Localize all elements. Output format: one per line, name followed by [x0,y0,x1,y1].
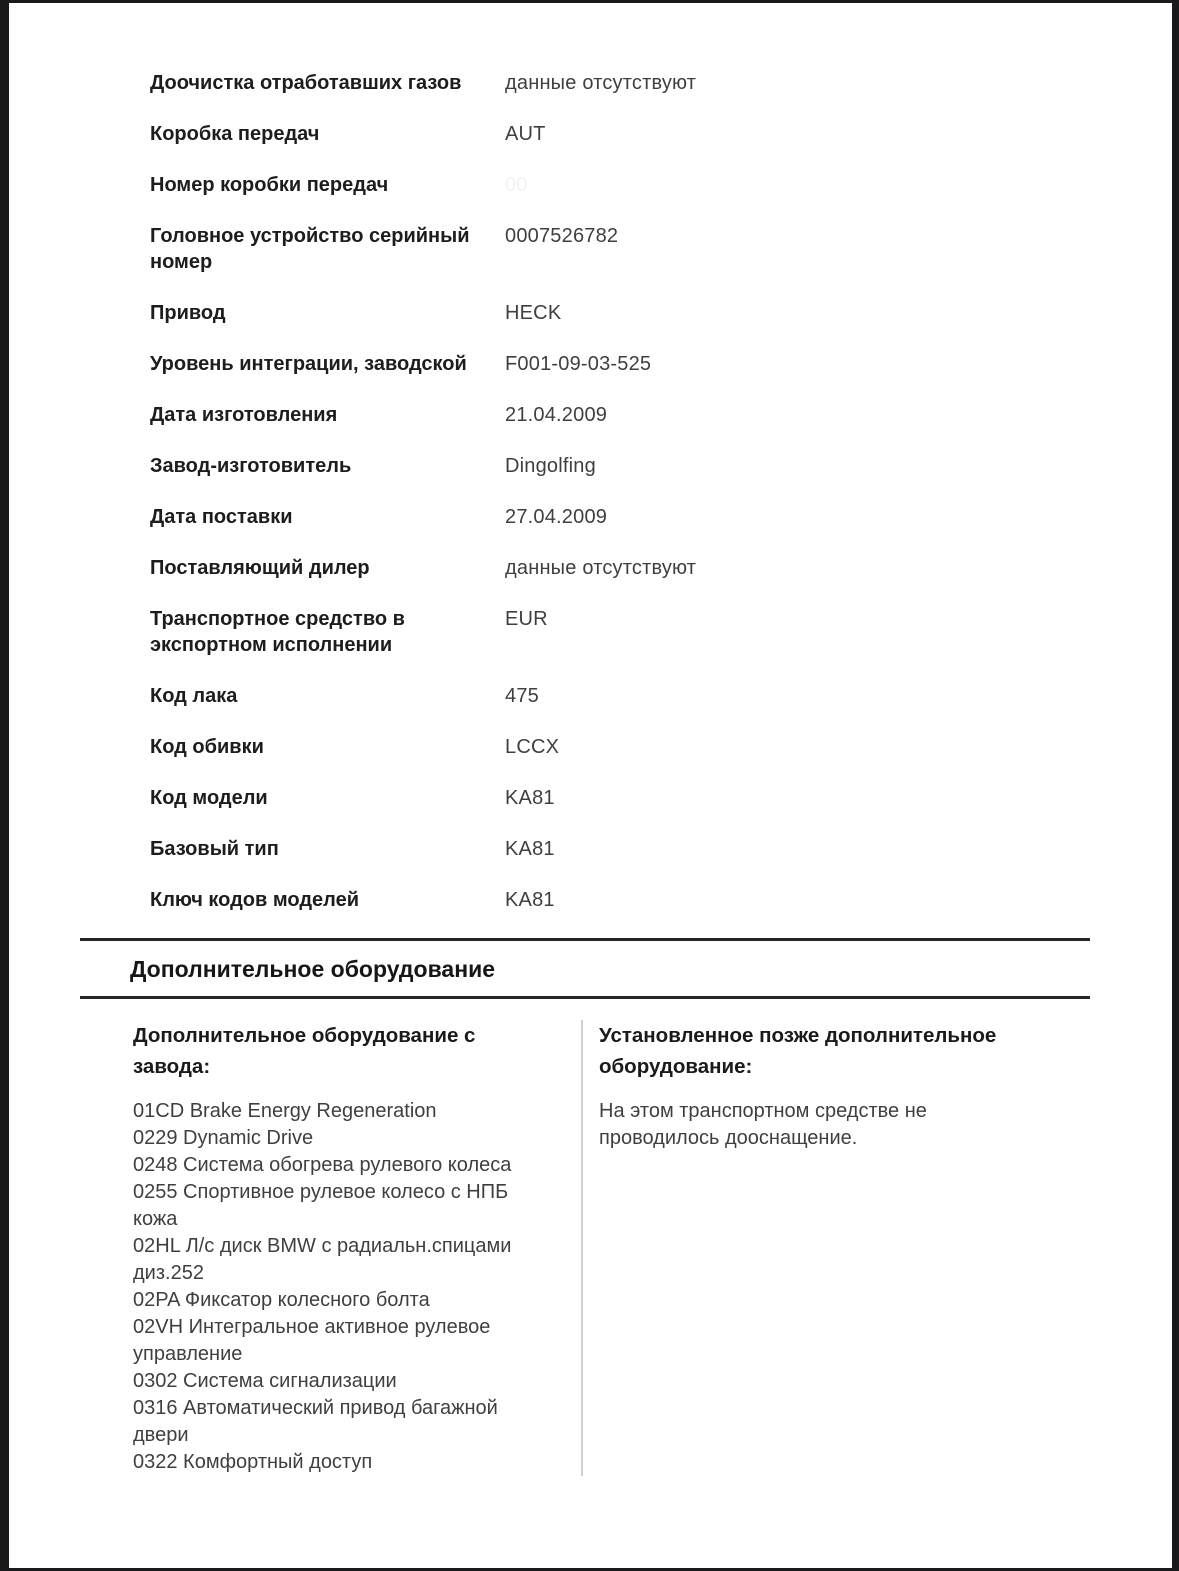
spec-value: 21.04.2009 [505,404,608,426]
spec-row [150,223,1172,275]
spec-value: F001-09-03-525 [505,353,652,375]
equipment-item: 0316 Автоматический привод багажной двери [133,1397,498,1446]
spec-value: KA81 [505,787,555,809]
spec-label: Транспортное средство в экспортном исполнении [150,608,405,656]
equipment-item: 0248 Система обогрева рулевого колеса [133,1154,512,1176]
factory-equipment-heading: Дополнительное оборудование с завода: [133,1024,476,1078]
spec-row [150,121,1172,147]
retrofit-equipment-text: На этом транспортном средстве не проводилось дооснащение. [599,1100,927,1149]
equipment-item: 0255 Спортивное рулевое колесо с НПБ кожа [133,1181,509,1230]
spec-label: Базовый тип [150,838,279,860]
spec-label: Привод [150,302,226,324]
spec-label: Код обивки [150,736,264,758]
spec-value: AUT [505,123,546,145]
spec-value: HECK [505,302,562,324]
spec-label: Дата поставки [150,506,293,528]
spec-value: 00 [505,174,528,196]
spec-label: Код лака [150,685,238,707]
spec-value: 475 [505,685,539,707]
spec-row [150,402,1172,428]
spec-row [150,351,1172,377]
equipment-section [133,1020,1172,1476]
spec-row [150,887,1172,913]
factory-equipment-column [133,1020,581,1476]
equipment-item: 02VH Интегральное активное рулевое управление [133,1316,491,1365]
spec-row [150,70,1172,96]
section-title: Дополнительное оборудование [130,956,496,982]
spec-row [150,555,1172,581]
spec-row [150,683,1172,709]
spec-label: Доочистка отработавших газов [150,72,462,94]
vehicle-report-page [9,3,1172,1568]
spec-label: Коробка передач [150,123,320,145]
retrofit-equipment-column [583,1020,1019,1476]
spec-row [150,836,1172,862]
spec-row [150,453,1172,479]
spec-value: 0007526782 [505,225,619,247]
vehicle-spec-table [150,70,1172,913]
spec-label: Дата изготовления [150,404,338,426]
spec-label: Ключ кодов моделей [150,889,360,911]
equipment-item: 02HL Л/с диск BMW с радиальн.спицами диз.252 [133,1235,512,1284]
spec-row [150,785,1172,811]
retrofit-equipment-heading: Установленное позже дополнительное оборудование: [599,1024,997,1078]
spec-label: Код модели [150,787,268,809]
spec-value: данные отсутствуют [505,72,697,94]
spec-label: Уровень интеграции, заводской [150,353,467,375]
equipment-item: 02PA Фиксатор колесного болта [133,1289,430,1311]
spec-row [150,172,1172,198]
spec-label: Номер коробки передач [150,174,389,196]
spec-row [150,504,1172,530]
spec-row [150,300,1172,326]
spec-value: данные отсутствуют [505,557,697,579]
spec-row [150,606,1172,658]
equipment-item: 0322 Комфортный доступ [133,1451,373,1473]
spec-value: LCCX [505,736,560,758]
factory-equipment-list [133,1098,555,1476]
section-header-bar [80,938,1090,999]
equipment-item: 0229 Dynamic Drive [133,1127,314,1149]
spec-value: Dingolfing [505,455,596,477]
spec-label: Завод-изготовитель [150,455,352,477]
spec-value: KA81 [505,889,555,911]
spec-label: Головное устройство серийный номер [150,225,470,273]
spec-row [150,734,1172,760]
spec-value: KA81 [505,838,555,860]
equipment-item: 01CD Brake Energy Regeneration [133,1100,437,1122]
equipment-item: 0302 Система сигнализации [133,1370,397,1392]
spec-label: Поставляющий дилер [150,557,370,579]
spec-value: EUR [505,608,548,630]
spec-value: 27.04.2009 [505,506,608,528]
